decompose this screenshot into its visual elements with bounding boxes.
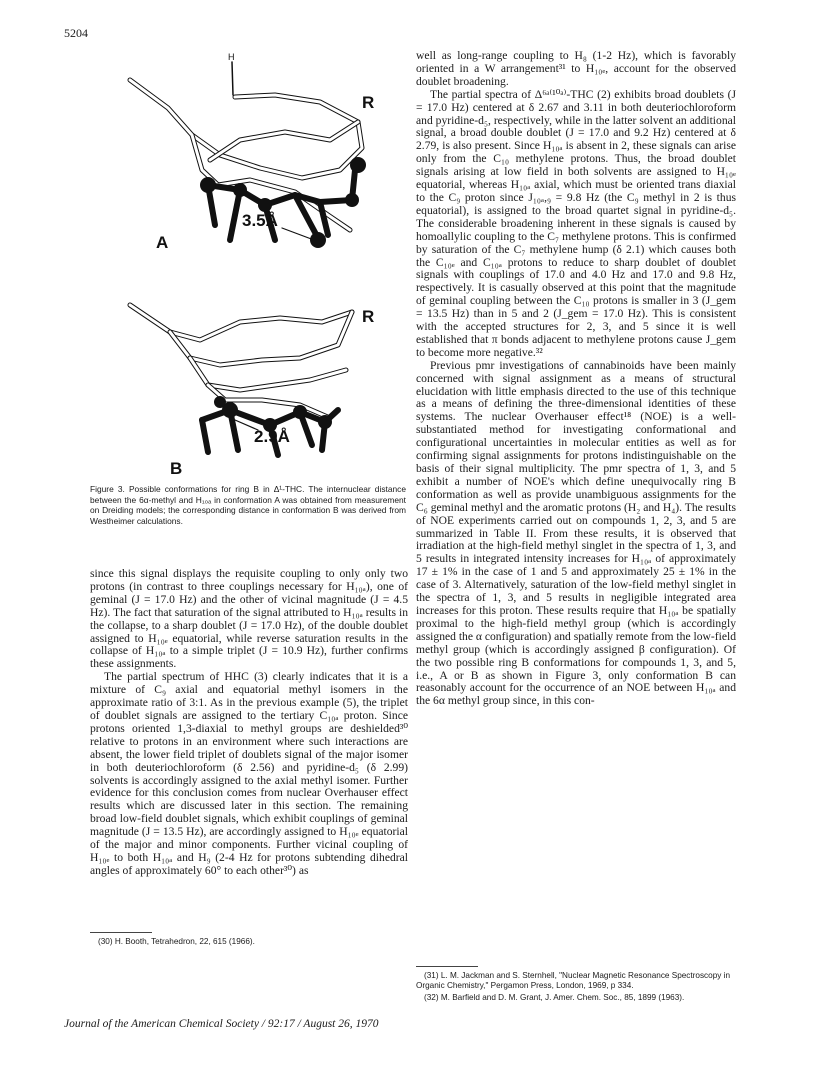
conformation-b-model	[130, 305, 352, 455]
distance-label-b: 2.9Å	[254, 427, 290, 446]
journal-footer: Journal of the American Chemical Society / 92:17 / August 26, 1970	[64, 1018, 379, 1030]
right-paragraph-3: Previous pmr investigations of cannabinoids have been mainly concerned with signal assignment as a means of structural elucidation with little emphasis directed to the use of this technique as a means of defining the three-dimensional identities of these systems. The nuclear Overhauser effect¹⁸ (NOE) is a well-substantiated method for investigating conformational and configurational uncertainties in molecular entities as well as for confirming signal assignments for protons indistinguishable on the basis of their signal multiplicity. The pmr spectra of 1, 3, and 5 exhibit a number of NOE's which define unequivocally ring B conformation as well as provide unambiguous assignments for the C₆ geminal methyl and the aromatic protons (H₂ and H₄). The results of NOE experiments carried out on compounds 1, 2, 3, and 5 are summarized in Table II. From these results, it is observed that irradiation at the high-field methyl singlet in the spectra of 1, 3, and 5 results in integrated intensity increases for H₁₀ₐ of approximately 17 ± 1% in the case of 1 and 5 and approximately 25 ± 1% in the case of 3. Alternatively, saturation of the low-field methyl singlet in the spectra of 1, 3, and 5 results in negligible integrated area increases for this proton. These results require that H₁₀ₐ be spatially proximal to the high-field methyl group (which is accordingly assigned the α configuration) and spatially remote from the low-field methyl group (which is accordingly assigned β configuration). Of the two possible ring B conformations for compounds 1, 3, and 5, i.e., A or B as shown in Figure 3, only conformation B can reasonably account for the occurrence of an NOE between H₁₀ₐ and the 6α methyl group since, in this con-	[416, 358, 736, 708]
left-paragraph-2: The partial spectrum of HHC (3) clearly indicates that it is a mixture of C₉ axial and equatorial methyl isomers in the approximate ratio of 3:1. As in the previous example (5), the triplet of doublet signals are assigned to the tertiary C₁₀ₐ proton. Since protons oriented 1,3-diaxial to methyl groups are deshielded³⁰ relative to protons in an environment where such interactions are absent, the lower field triplet of doublets signal of the major isomer in both deuteriochloroform (δ 2.56) and pyridine-d₅ (δ 2.99) solvents is accordingly assigned to the axial methyl isomer. Further evidence for this conclusion comes from nuclear Overhauser effect results which are discussed later in this section. The remaining broad low-field doublet signals, which exhibit couplings of geminal magnitude (J = 13.5 Hz), are accordingly assigned to H₁₀ₑ equatorial of the major and minor components. Further vicinal coupling of H₁₀ₑ to both H₁₀ₐ and H₉ (2-4 Hz for protons subtending dihedral angles of approximately 60° to each other³⁰) as	[90, 670, 408, 877]
r-label-a: R	[362, 93, 375, 112]
figure-caption: Figure 3. Possible conformations for ring B in Δ¹-THC. The internuclear distance between the 6α-methyl and H₁₀ₐ in conformation A was obtained from measurement on Dreiding models; the corresponding distance in conformation B was derived from Westheimer calculations.	[90, 484, 406, 526]
conformation-figure	[90, 40, 410, 480]
conformation-a-label: A	[156, 233, 169, 252]
right-column	[416, 50, 736, 708]
left-column	[90, 568, 408, 878]
left-footnotes	[90, 932, 408, 949]
r-label-b: R	[362, 307, 375, 326]
conformation-b-label: B	[170, 459, 183, 478]
right-footnotes	[416, 966, 736, 1005]
footnote-30: (30) H. Booth, Tetrahedron, 22, 615 (1966).	[98, 937, 255, 946]
footnote-31: (31) L. M. Jackman and S. Sternhell, "Nuclear Magnetic Resonance Spectroscopy in Organic Chemistry," Pergamon Press, London, 1969, p 334.	[416, 971, 730, 990]
footnote-rule-right	[416, 966, 478, 967]
right-paragraph-1: well as long-range coupling to H₈ (1-2 Hz), which is favorably oriented in a W arrangement³¹ to H₁₀ₑ, account for the observed doublet broadening.	[416, 49, 736, 88]
footnote-rule-left	[90, 932, 152, 933]
right-paragraph-2: The partial spectra of Δ⁶ᵃ⁽¹⁰ᵃ⁾-THC (2) exhibits broad doublets (J = 17.0 Hz) centered at δ 2.67 and 3.11 in both deuteriochloroform and pyridine-d₅, respectively, while in the latter solvent an additional signal, a broad double doublet (J = 17.0 and 9.2 Hz) centered at δ 2.79, is also present. Since H₁₀ₐ is absent in 2, these signals can arise only from the C₁₀ methylene protons. Thus, the broad doublet signals arising at low field in both solvents are assigned to H₁₀ₑ equatorial, whereas H₁₀ₐ axial, which must be oriented trans diaxial to the C₉ proton since J₁₀ₐ,₉ = 9.8 Hz (the C₉ methyl in 2 is thus equatorial), is assigned to the broad quartet signal in pyridine-d₅. The considerable broadening inherent in these signals is caused by homoallylic coupling to the C₇ methylene protons. This is confirmed by saturation of the C₇ methylene hump (δ 2.1) which causes both the C₁₀ₑ and C₁₀ₐ protons to reduce to sharp doublet of doublet signals with couplings of 17.0 and 4.0 Hz and 17.0 and 9.8 Hz, respectively. It is casually observed at this point that the magnitude of geminal coupling between the C₁₀ protons is smaller in 3 (J_gem = 13.5 Hz) than in 5 and 2 (J_gem = 17.0 Hz). This is consistent with the accepted structures for 2, 3, and 5 since it is well established that π bonds adjacent to methylene protons cause J_gem to become more negative.³²	[416, 87, 736, 359]
distance-label-a: 3.5Å	[242, 211, 278, 230]
hydrogen-label: H	[228, 52, 235, 62]
left-paragraph-1: since this signal displays the requisite coupling to only only two protons (in contrast to three couplings necessary for H₁₀ₐ), one of geminal (J = 17.0 Hz) and the other of vicinal magnitude (J = 4.5 Hz). The fact that saturation of the signal attributed to H₁₀ₐ results in the collapse, to a sharp doublet (J = 17.0 Hz), of the double doublet assigned to H₁₀ₑ equatorial, while reverse saturation results in the collapse of H₁₀ₐ to a simple triplet (J = 10.9 Hz), further confirms these assignments.	[90, 567, 408, 671]
footnote-32: (32) M. Barfield and D. M. Grant, J. Amer. Chem. Soc., 85, 1899 (1963).	[424, 993, 685, 1002]
page-number: 5204	[64, 26, 88, 40]
